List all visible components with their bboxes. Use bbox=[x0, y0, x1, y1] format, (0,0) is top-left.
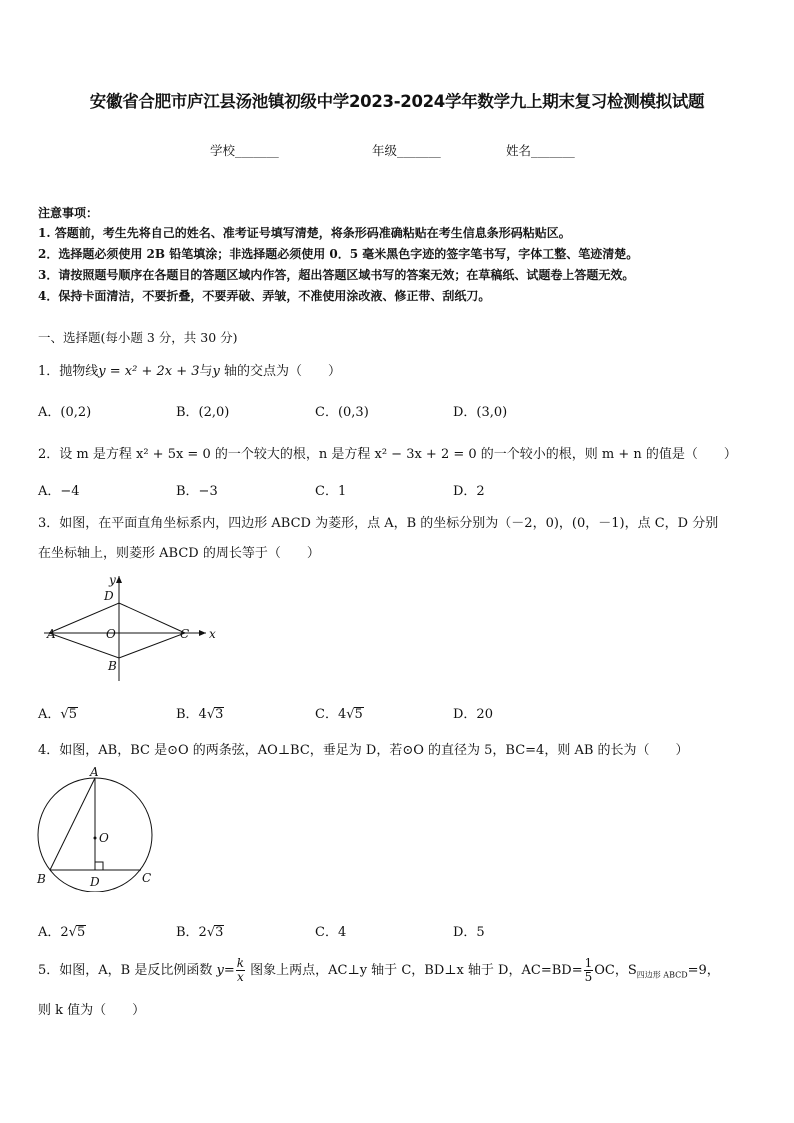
q3-option-b[interactable]: B．4√3 bbox=[176, 707, 224, 722]
q4-option-b[interactable]: B．2√3 bbox=[176, 925, 224, 940]
q1-option-d[interactable]: D．(3,0) bbox=[453, 405, 508, 420]
q3-option-c[interactable]: C．4√5 bbox=[315, 707, 363, 722]
label-y: y bbox=[109, 573, 116, 587]
q2-option-d[interactable]: D．2 bbox=[453, 484, 485, 499]
school-field: 学校_______ bbox=[210, 143, 279, 158]
q2-option-b[interactable]: B．−3 bbox=[176, 484, 218, 499]
question-3-line2: 在坐标轴上，则菱形 ABCD 的周长等于（ ） bbox=[38, 546, 320, 561]
question-3-line1: 3．如图，在平面直角坐标系内，四边形 ABCD 为菱形，点 A，B 的坐标分别为（－2，0)，(0，－1)，点 C，D 分别 bbox=[38, 516, 719, 531]
page-title: 安徽省合肥市庐江县汤池镇初级中学2023-2024学年数学九上期末复习检测模拟试题 bbox=[89, 92, 705, 111]
rhombus-figure bbox=[38, 570, 218, 682]
q2-option-a[interactable]: A．−4 bbox=[38, 484, 80, 499]
q3-option-d[interactable]: D．20 bbox=[453, 707, 493, 722]
section-heading: 一、选择题(每小题 3 分，共 30 分) bbox=[38, 330, 238, 345]
label-a: A bbox=[47, 627, 56, 641]
question-5-line2: 则 k 值为（ ） bbox=[38, 1003, 146, 1018]
label-o: O bbox=[106, 627, 116, 641]
q1-pre: 1．抛物线 bbox=[38, 364, 99, 379]
q2-option-c[interactable]: C．1 bbox=[315, 484, 347, 499]
q1-option-a[interactable]: A．(0,2) bbox=[38, 405, 92, 420]
notice-item: 4．保持卡面清洁，不要折叠，不要弄破、弄皱，不准使用涂改液、修正带、刮纸刀。 bbox=[38, 289, 491, 303]
q1-post: 轴的交点为（ ） bbox=[219, 364, 342, 379]
question-2: 2．设 m 是方程 x² + 5x = 0 的一个较大的根，n 是方程 x² − 3x + 2 = 0 的一个较小的根，则 m + n 的值是（ ） bbox=[38, 447, 737, 462]
grade-field: 年级_______ bbox=[372, 143, 441, 158]
label-x: x bbox=[209, 627, 216, 641]
q1-option-c[interactable]: C．(0,3) bbox=[315, 405, 369, 420]
circle-figure bbox=[30, 764, 170, 892]
question-4: 4．如图，AB，BC 是⊙O 的两条弦，AO⊥BC，垂足为 D，若⊙O 的直径为 5，BC=4，则 AB 的长为（ ） bbox=[38, 743, 689, 758]
q1-mid: 与 bbox=[199, 364, 213, 379]
q4-option-c[interactable]: C．4 bbox=[315, 925, 347, 940]
q3-option-a[interactable]: A．√5 bbox=[38, 707, 77, 722]
label-c: C bbox=[142, 871, 152, 885]
q4-option-d[interactable]: D．5 bbox=[453, 925, 485, 940]
question-5: 5．如图，A，B 是反比例函数 y= $\frac{k}{x}$ 图象上两点，AC⊥y 轴于 C，BD⊥x 轴于 D，AC=BD= $\frac{1}{5}$ OC，$S_{四边形 ABCD}=9$， bbox=[38, 956, 720, 984]
q1-var: y bbox=[212, 364, 220, 379]
label-o: O bbox=[99, 831, 109, 845]
label-a: A bbox=[90, 765, 99, 779]
label-d: D bbox=[90, 875, 100, 889]
label-b: B bbox=[37, 872, 46, 886]
q4-option-a[interactable]: A．2√5 bbox=[38, 925, 86, 940]
notice-item: 3．请按照题号顺序在各题目的答题区域内作答，超出答题区域书写的答案无效；在草稿纸、试题卷上答题无效。 bbox=[38, 268, 635, 282]
label-c: C bbox=[180, 627, 190, 641]
label-b: B bbox=[108, 659, 117, 673]
label-d: D bbox=[104, 589, 114, 603]
q1-equation: y = x² + 2x + 3 bbox=[98, 364, 200, 379]
question-1 bbox=[38, 360, 341, 379]
notice-heading: 注意事项： bbox=[38, 206, 99, 220]
name-field: 姓名_______ bbox=[506, 143, 575, 158]
notice-item: 1. 答题前，考生先将自己的姓名、准考证号填写清楚，将条形码准确粘贴在考生信息条形码粘贴区。 bbox=[38, 226, 571, 240]
notice-item: 2．选择题必须使用 2B 铅笔填涂；非选择题必须使用 0．5 毫米黑色字迹的签字笔书写，字体工整、笔迹清楚。 bbox=[38, 247, 639, 261]
q1-option-b[interactable]: B．(2,0) bbox=[176, 405, 230, 420]
